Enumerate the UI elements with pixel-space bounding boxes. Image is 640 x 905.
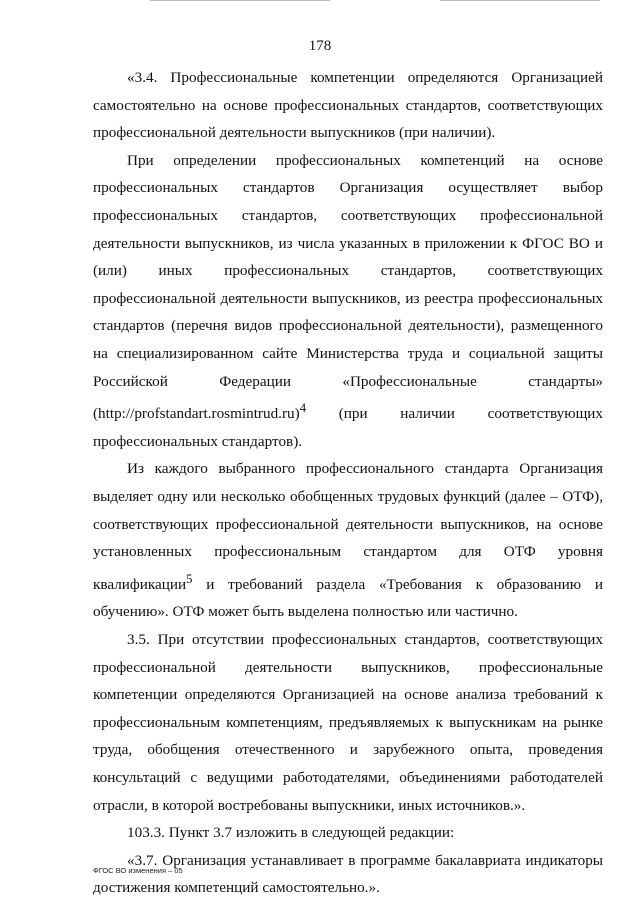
paragraph-text-tail: (при наличии соответствующих профессиональных стандартов). [93, 405, 603, 450]
scan-edge-line [150, 0, 330, 1]
paragraph-text: 3.5. При отсутствии профессиональных стандартов, соответствующих профессиональной деятельности выпускников, профессиональные компетенции определяются Организацией на основе анализа требований к профессиональным компетенциям, предъявляемых к выпускникам на рынке труда, обобщения отечественного и зарубежного опыта, проведения консультаций с ведущими работодателями, объединениями работодателей отрасли, в которой востребованы выпускники, иных источников.». [93, 631, 603, 814]
paragraph-text: «3.4. Профессиональные компетенции определяются Организацией самостоятельно на основе профессиональных стандартов, соответствующих профессиональной деятельности выпускников (при наличии). [93, 69, 603, 142]
paragraph-text: Из каждого выбранного профессионального стандарта Организация выделяет одну или несколько обобщенных трудовых функций (далее – ОТФ), соответствующих профессиональной деятельности выпускников, на основе установленных профессиональным стандартом для ОТФ уровня квалификации [93, 460, 603, 593]
paragraph-103-3 [93, 819, 603, 847]
paragraph-3-5 [93, 626, 603, 819]
scan-edge-line [440, 0, 600, 1]
paragraph-text-tail: и требований раздела «Требования к образованию и обучению». ОТФ может быть выделена полностью или частично. [93, 575, 603, 621]
page-number: 178 [308, 38, 332, 54]
paragraph-text: «3.7. Организация устанавливает в программе бакалавриата индикаторы достижения компетенций самостоятельно.». [93, 851, 603, 897]
paragraph-otf [93, 455, 603, 626]
footnote-ref: 5 [186, 571, 193, 586]
footer-doc-id: ФГОС ВО изменения – 05 [93, 866, 183, 875]
paragraph-standards-selection [93, 147, 603, 456]
document-body [93, 64, 603, 902]
footnote-ref: 4 [299, 401, 307, 416]
paragraph-text: При определении профессиональных компетенций на основе профессиональных стандартов Организация осуществляет выбор профессиональных стандартов, соответствующих профессиональной деятельности выпускников, из числа указанных в приложении к ФГОС ВО и (или) иных профессиональных стандартов, соответствующих профессиональной деятельности выпускников, из реестра профессиональных стандартов (перечня видов профессиональной деятельности), размещенного на специализированном сайте Министерства труда и социальной защиты Российской Федерации «Профессиональные стандарты» (http://profstandart.rosmintrud.ru) [93, 151, 603, 423]
paragraph-3-4 [93, 64, 603, 147]
paragraph-text: 103.3. Пункт 3.7 изложить в следующей редакции: [127, 824, 455, 842]
